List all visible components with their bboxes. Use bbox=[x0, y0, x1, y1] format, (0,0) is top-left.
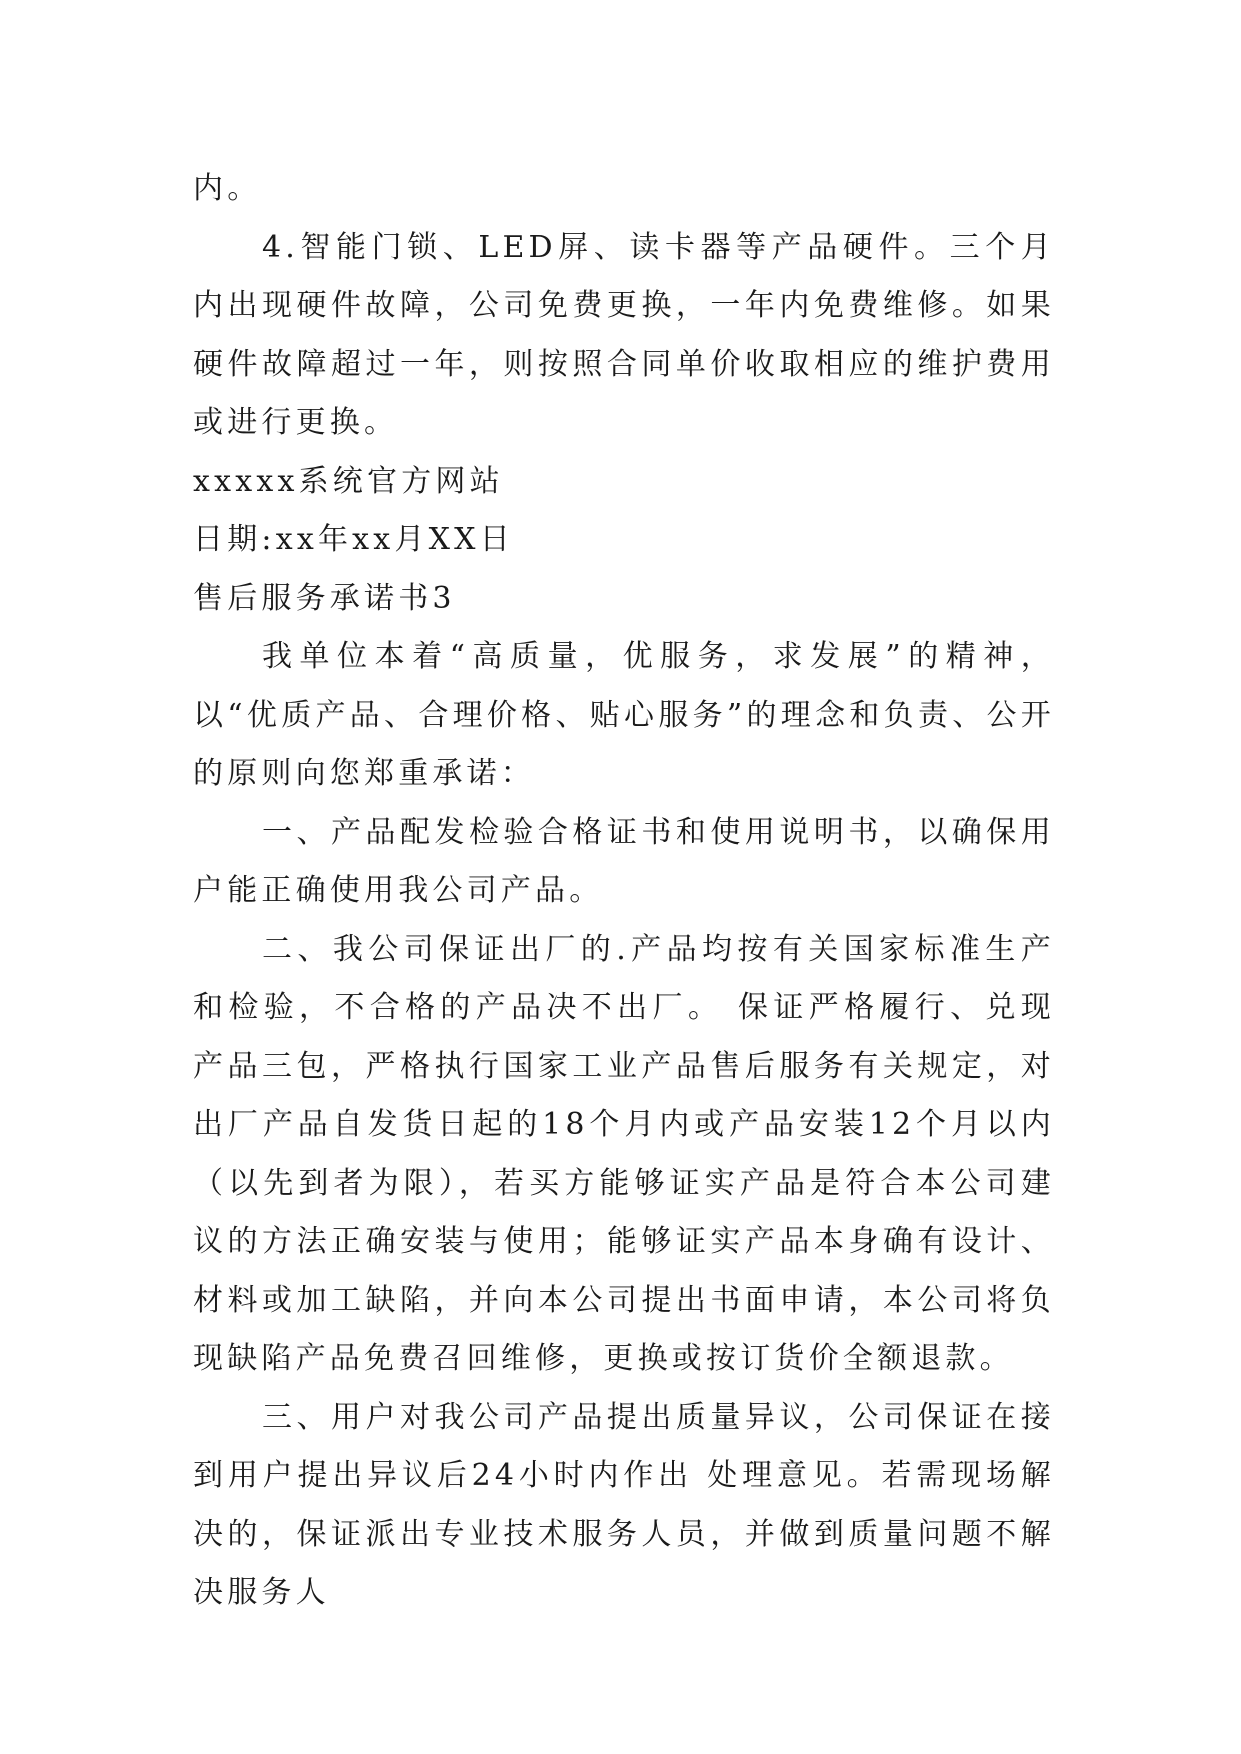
paragraph-hardware-warranty: 4.智能门锁、LED屏、读卡器等产品硬件。三个月内出现硬件故障，公司免费更换，一年内免费维修。如果硬件故障超过一年，则按照合同单价收取相应的维护费用或进行更换。 bbox=[193, 229, 1055, 440]
signature-date: 日期:xx年xx月XX日 bbox=[193, 522, 514, 557]
signature-website: xxxxx系统官方网站 bbox=[193, 463, 504, 499]
paragraph-item-3: 三、用户对我公司产品提出质量异议，公司保证在接到用户提出异议后24小时内作出 处理意见。若需现场解决的，保证派出专业技术服务人员，并做到质量问题不解决服务人 bbox=[193, 1399, 1055, 1610]
paragraph-item-2: 二、我公司保证出厂的.产品均按有关国家标准生产和检验，不合格的产品决不出厂。 保证严格履行、兑现产品三包，严格执行国家工业产品售后服务有关规定，对出厂产品自发货日起的18个月内或产品安装12个月以内（以先到者为限），若买方能够证实产品是符合本公司建议的方法正确安装与使用；能够证实产品本身确有设计、材料或加工缺陷，并向本公司提出书面申请，本公司将负现缺陷产品免费召回维修，更换或按订货价全额退款。 bbox=[193, 931, 1055, 1376]
paragraph-item-1: 一、产品配发检验合格证书和使用说明书，以确保用户能正确使用我公司产品。 bbox=[193, 814, 1055, 908]
section-title: 售后服务承诺书3 bbox=[193, 580, 456, 616]
paragraph-intro: 我单位本着“高质量，优服务，求发展”的精神，以“优质产品、合理价格、贴心服务”的理念和负责、公开的原则向您郑重承诺： bbox=[193, 639, 1055, 791]
document-body bbox=[193, 160, 1055, 1623]
paragraph-continuation: 内。 bbox=[193, 171, 262, 206]
